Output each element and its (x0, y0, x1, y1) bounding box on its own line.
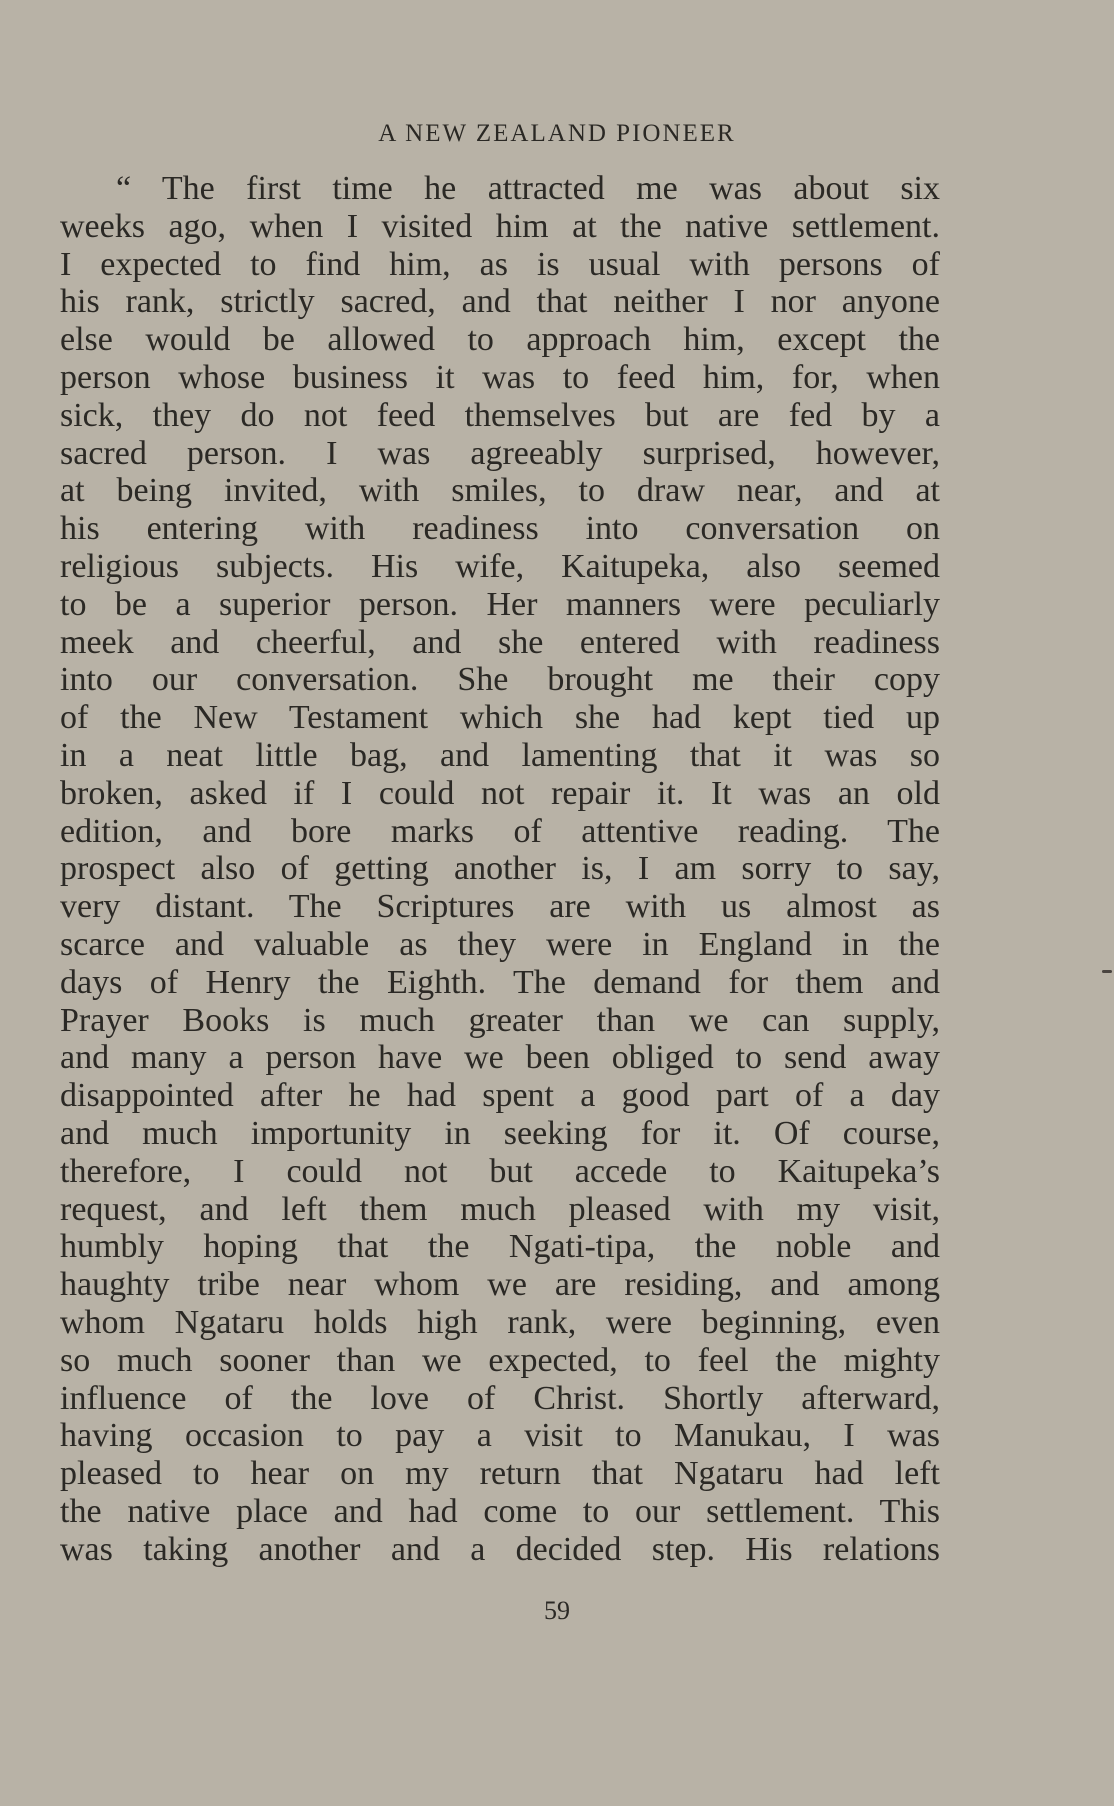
text-line: at being invited, with smiles, to draw near, and at (60, 472, 940, 510)
text-line: and many a person have we been obliged to send away (60, 1039, 940, 1077)
text-line: disappointed after he had spent a good part of a day (60, 1077, 940, 1115)
margin-mark (1102, 970, 1112, 973)
text-line: weeks ago, when I visited him at the native settlement. (60, 207, 940, 245)
text-line: therefore, I could not but accede to Kaitupeka’s (60, 1152, 940, 1190)
page-number: 59 (544, 1596, 570, 1625)
text-line: sacred person. I was agreeably surprised, however, (60, 434, 940, 472)
text-line: having occasion to pay a visit to Manukau, I was (60, 1417, 940, 1455)
text-line: broken, asked if I could not repair it. It was an old (60, 774, 940, 812)
text-line: scarce and valuable as they were in England in the (60, 925, 940, 963)
text-line: into our conversation. She brought me their copy (60, 661, 940, 699)
text-line: of the New Testament which she had kept tied up (60, 699, 940, 737)
text-line: pleased to hear on my return that Ngataru had left (60, 1455, 940, 1493)
text-line: so much sooner than we expected, to feel the mighty (60, 1341, 940, 1379)
text-line: was taking another and a decided step. His relations (60, 1530, 940, 1568)
running-title: A NEW ZEALAND PIONEER (378, 120, 736, 147)
text-line: and much importunity in seeking for it. Of course, (60, 1114, 940, 1152)
text-line: days of Henry the Eighth. The demand for them and (60, 963, 940, 1001)
text-line: edition, and bore marks of attentive reading. The (60, 812, 940, 850)
text-line: his rank, strictly sacred, and that neither I nor anyone (60, 283, 940, 321)
text-line: humbly hoping that the Ngati-tipa, the noble and (60, 1228, 940, 1266)
text-line: to be a superior person. Her manners were peculiarly (60, 585, 940, 623)
text-line: “ The first time he attracted me was about six (116, 170, 940, 207)
text-line: person whose business it was to feed him, for, when (60, 358, 940, 396)
text-line: influence of the love of Christ. Shortly afterward, (60, 1379, 940, 1417)
text-line: whom Ngataru holds high rank, were beginning, even (60, 1303, 940, 1341)
text-line: his entering with readiness into conversation on (60, 510, 940, 548)
text-line: prospect also of getting another is, I am sorry to say, (60, 850, 940, 888)
text-line: I expected to find him, as is usual with persons of (60, 245, 940, 283)
text-line: request, and left them much pleased with my visit, (60, 1190, 940, 1228)
text-line: else would be allowed to approach him, except the (60, 321, 940, 359)
text-line: meek and cheerful, and she entered with readiness (60, 623, 940, 661)
text-line: haughty tribe near whom we are residing, and among (60, 1266, 940, 1304)
text-line: Prayer Books is much greater than we can supply, (60, 1001, 940, 1039)
text-line: religious subjects. His wife, Kaitupeka, also seemed (60, 547, 940, 585)
text-line: the native place and had come to our settlement. This (60, 1492, 940, 1530)
text-line: in a neat little bag, and lamenting that it was so (60, 736, 940, 774)
text-line: sick, they do not feed themselves but are fed by a (60, 396, 940, 434)
body-text (60, 170, 940, 1568)
text-line: very distant. The Scriptures are with us almost as (60, 888, 940, 926)
